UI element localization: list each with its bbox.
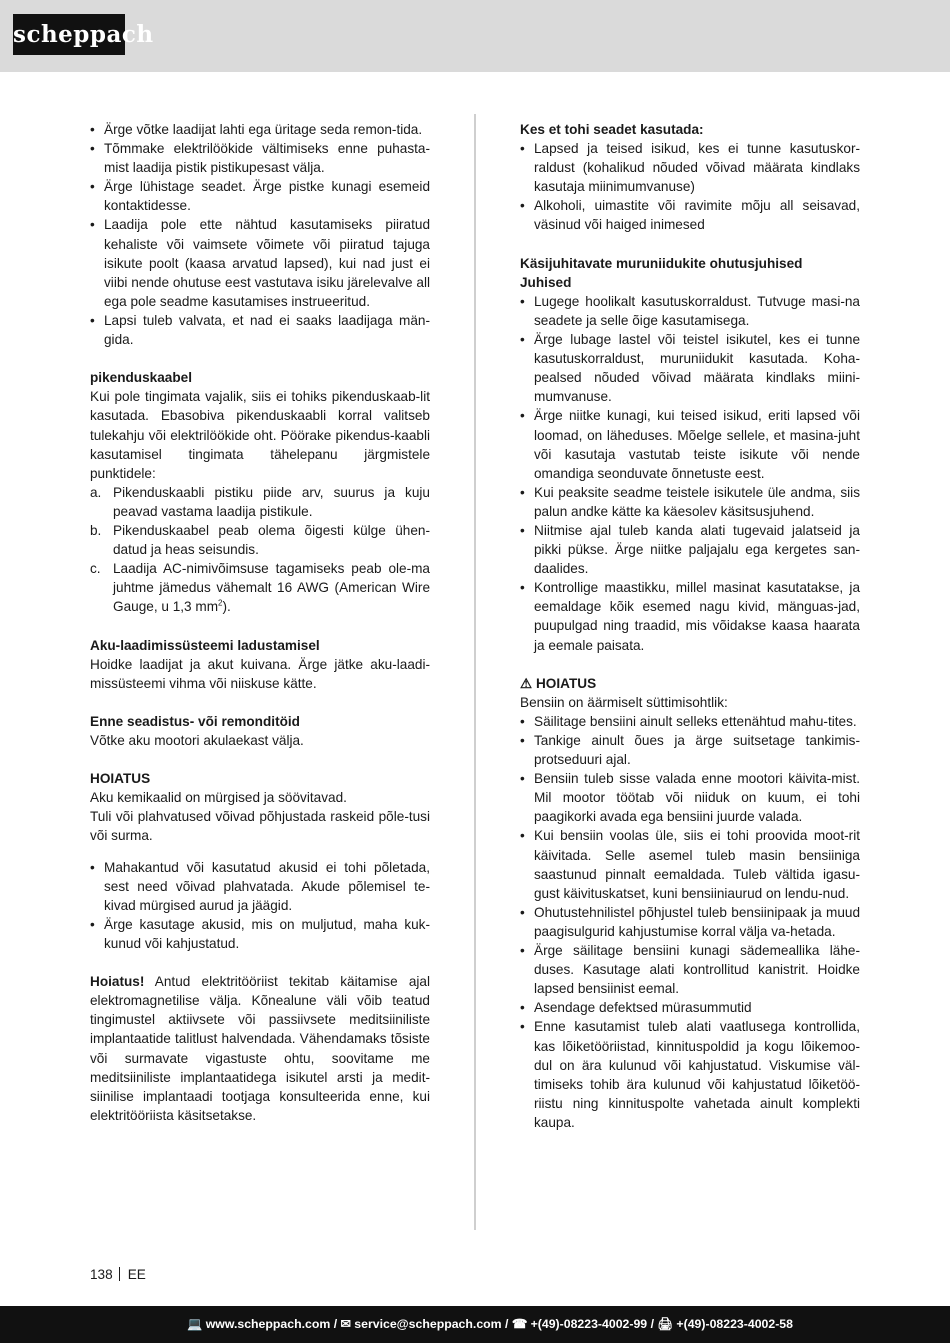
fuel-intro-text: Bensiin on äärmiselt süttimisohtlik: — [520, 694, 728, 710]
section-heading-charging-storage: Aku-laadimissüsteemi ladustamisel — [90, 637, 320, 653]
section-heading-who-may-not-use: Kes et tohi seadet kasutada: — [520, 122, 704, 137]
section-heading-mower-safety: Käsijuhitavate muruniidukite ohutusjuhised — [520, 255, 803, 271]
before-repair-text: Võtke aku mootori akulaekast välja. — [90, 733, 304, 748]
list-item: • Ärge lühistage seadet. Ärge pistke kunagi esemeid kontaktidesse. — [90, 177, 430, 215]
language-code: EE — [127, 1267, 146, 1282]
left-column — [90, 120, 430, 1125]
charging-storage-text: Hoidke laadijat ja akut kuivana. Ärge jätke aku-laadi-missüsteemi vihma või niiskuse kätte. — [90, 656, 430, 691]
list-item: • Säilitage bensiini ainult selleks ettenähtud mahu-tites. — [520, 712, 860, 731]
list-item: • Enne kasutamist tuleb alati vaatlusega kontrollida, kas lõiketööriistad, kinnituspoldid ja kogu lõikemoo-dul on ära kulunud või kahjustatud. Viskumise väl-timiseks tohib ära kulunud või kahjustatud lõiketöö-riistu ning kinnituspolte vahetada ainult komplekti kaupa. — [520, 1017, 860, 1132]
extension-cable-list — [90, 483, 430, 617]
emf-warning-paragraph: Hoiatus! Antud elektritööriist tekitab käitamise ajal elektromagnetilise välja. Kõnealune väli võib teatud tingimustel aktiivsete või passiivsete meditsiiniliste implantaatide talitlust halvendada. Vähendamaks tõsiste või surmavate vigastuste ohtu, soovitame me meditsiiniliste implantaatidega isikutel arsti ja medit-siinilise implantaadi tootjaga konsulteerida enne, kui elektritööriista käsitsetakse. — [90, 974, 430, 1123]
page-header — [0, 0, 950, 72]
extension-cable-text: Kui pole tingimata vajalik, siis ei tohiks pikenduskaab-lit kasutada. Ebasobiva pikenduskaabli korral valitseb tulekahju või elektrilöökide oht. Pöörake pikendus-kaabli kasutamisel tingimata tähelepanu järgmistele punktidele: — [90, 389, 430, 481]
list-item: • Tankige ainult õues ja ärge suitsetage tankimis-protseduuri ajal. — [520, 731, 860, 769]
list-item: c. Laadija AC-nimivõimsuse tagamiseks peab ole-ma juhtme jämedus vähemalt 16 AWG (American Wire Gauge, u 1,3 $mm^2$). — [90, 561, 430, 615]
list-item: • Ärge kasutage akusid, mis on muljutud, maha kuk-kunud või kahjustatud. — [90, 915, 430, 953]
list-item: • Asendage defektsed mürasummutid — [520, 998, 860, 1017]
list-item: • Bensiin tuleb sisse valada enne mootori käivita-mist. Mil mootor töötab või niiduk on kuum, ei tohi paagikorki avada ega bensiini juurde valada. — [520, 769, 860, 826]
list-item: • Ärge lubage lastel või teistel isikutel, kes ei tunne kasutuskorraldust, muruniidukit kasutada. Koha-pealsed nõuded võivad määrata kindlaks miini-mumvanuse. — [520, 330, 860, 406]
list-item: • Kontrollige maastikku, millel masinat kasutatakse, ja eemaldage kõik esemed nagu kivid, mänguas-jad, puupulgad ning traadid, mis võidakse kaasa haarata ja eemale paisata. — [520, 578, 860, 654]
contact-info: 💻 www.scheppach.com / ✉ service@scheppach.com / ☎ +(49)-08223-4002-99 / 🖨 +(49)-08223-4002-58 — [186, 1317, 793, 1331]
list-item: • Alkoholi, uimastite või ravimite mõju all seisavad, väsinud või haiged inimesed — [520, 196, 860, 234]
subheading-instructions: Juhised — [520, 274, 572, 290]
list-item: • Ohutustehnilistel põhjustel tuleb bensiinipaak ja muud paagisulgurid kahjustumise korral välja va-hetada. — [520, 903, 860, 941]
warning-line: Aku kemikaalid on mürgised ja söövitavad. — [90, 790, 347, 806]
mower-instructions-list — [520, 292, 860, 655]
list-item: • Ärge niitke kunagi, kui teised isikud, eriti lapsed või loomad, on läheduses. Mõelge sellele, et masina-juht või kasutaja vastutab teiste isikute või nende omandiga seonduvate õnnetuste eest. — [520, 406, 860, 482]
right-column — [520, 120, 860, 1132]
list-item: • Tõmmake elektrilöökide vältimiseks enne puhasta-mist laadija pistik pistikupesast välja. — [90, 139, 430, 177]
battery-warning-list — [90, 858, 430, 953]
page-number: 138 EE — [90, 1267, 146, 1282]
page-footer — [0, 1306, 950, 1343]
warning-triangle-icon: ⚠ — [520, 675, 533, 691]
list-item: • Ärge võtke laadijat lahti ega üritage seda remon-tida. — [90, 120, 430, 139]
list-item: • Kui bensiin voolas üle, siis ei tohi proovida moot-rit käivitada. Selle asemel tuleb masin bensiiniga saastunud pinnalt eemaldada. Tuleb vältida igasu-gust käivituskatset, kuni bensiiniaurud on lendu-nud. — [520, 826, 860, 902]
section-heading-extension-cable: pikenduskaabel — [90, 370, 192, 386]
list-item: • Lugege hoolikalt kasutuskorraldust. Tutvuge masi-na seadete ja selle õige kasutamisega. — [520, 292, 860, 330]
list-item: • Laadija pole ette nähtud kasutamiseks piiratud kehaliste või vaimsete võimete või piiratud tajuga isikute poolt (kaasa arvatud lapsed), kui nad just ei viibi nende ohutuse eest vastutava isiku järelevalve all ega pole seadme kasutamises instrueeritud. — [90, 215, 430, 310]
who-may-not-use-list — [520, 139, 860, 234]
list-item: • Mahakantud või kasutatud akusid ei tohi põletada, sest need võivad plahvatada. Akude põlemisel te-kivad mürgised aurud ja jäägid. — [90, 858, 430, 915]
warning-line: Tuli või plahvatused võivad põhjustada raskeid põle-tusi või surma. — [90, 809, 430, 844]
list-item: • Kui peaksite seadme teistele isikutele üle andma, siis palun andke kätte ka käesolev käsitsusjuhend. — [520, 483, 860, 521]
list-item: b. Pikenduskaabel peab olema õigesti külge ühen-datud ja heas seisundis. — [90, 522, 430, 558]
emf-warning-label: Hoiatus! — [90, 974, 145, 990]
brand-logo: scheppach — [13, 14, 125, 55]
column-divider — [474, 114, 476, 1230]
fuel-warning-list — [520, 712, 860, 1132]
list-item: • Lapsed ja teised isikud, kes ei tunne kasutuskor-raldust (kohalikud nõuded võivad määrata kindlaks kasutaja miinimumvanuse) — [520, 139, 860, 196]
section-heading-warning: HOIATUS — [90, 771, 151, 787]
charger-safety-list — [90, 120, 430, 349]
list-item: • Lapsi tuleb valvata, et nad ei saaks laadijaga män-gida. — [90, 311, 430, 349]
list-item: • Ärge säilitage bensiini kunagi sädemeallika lähe-duses. Kasutage alati kontrollitud kanistrit. Hoidke lapsed bensiinist eemal. — [520, 941, 860, 998]
fuel-warning-heading: ⚠ HOIATUS — [520, 675, 597, 691]
list-item: • Niitmise ajal tuleb kanda alati tugevaid jalatseid ja pikki pükse. Ärge niitke paljajalu ega kergetes san-daalides. — [520, 521, 860, 578]
list-item: a. Pikenduskaabli pistiku piide arv, suurus ja kuju peavad vastama laadija pistikule. — [90, 484, 430, 519]
section-heading-before-repair: Enne seadistus- või remonditöid — [90, 713, 300, 729]
